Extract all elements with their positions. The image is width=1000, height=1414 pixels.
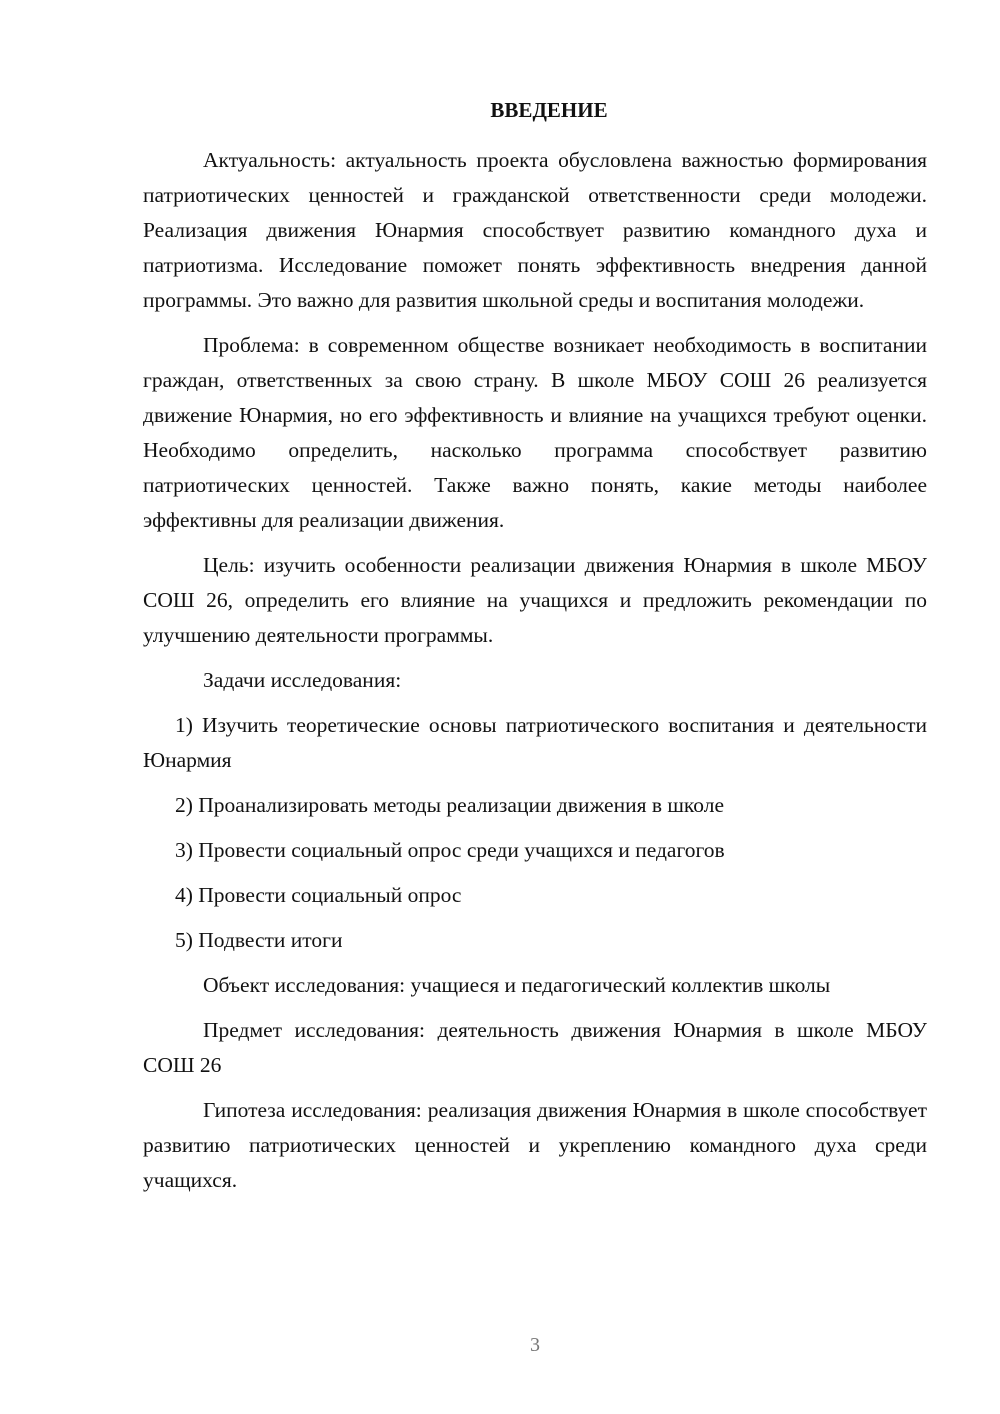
object-paragraph: Объект исследования: учащиеся и педагогический коллектив школы xyxy=(203,973,831,997)
task-item-3: 3) Провести социальный опрос среди учащихся и педагогов xyxy=(175,838,725,862)
page-number: 3 xyxy=(530,1334,540,1356)
hypothesis-paragraph: Гипотеза исследования: реализация движения Юнармия в школе способствует развитию патриотических ценностей и укреплению командного духа среди учащихся. xyxy=(143,1098,927,1192)
document-page xyxy=(143,95,927,1208)
goal-paragraph: Цель: изучить особенности реализации движения Юнармия в школе МБОУ СОШ 26, определить его влияние на учащихся и предложить рекомендации по улучшению деятельности программы. xyxy=(143,553,927,647)
section-heading: ВВЕДЕНИЕ xyxy=(490,98,608,122)
problem-paragraph: Проблема: в современном обществе возникает необходимость в воспитании граждан, ответственных за свою страну. В школе МБОУ СОШ 26 реализуется движение Юнармия, но его эффективность и влияние на учащихся требуют оценки. Необходимо определить, насколько программа способствует развитию патриотических ценностей. Также важно понять, какие методы наиболее эффективны для реализации движения. xyxy=(143,333,927,532)
task-item-5: 5) Подвести итоги xyxy=(175,928,343,952)
tasks-title: Задачи исследования: xyxy=(203,668,402,692)
subject-paragraph: Предмет исследования: деятельность движения Юнармия в школе МБОУ СОШ 26 xyxy=(143,1018,927,1077)
relevance-paragraph: Актуальность: актуальность проекта обусловлена важностью формирования патриотических ценностей и гражданской ответственности среди молодежи. Реализация движения Юнармия способствует развитию командного духа и патриотизма. Исследование поможет понять эффективность внедрения данной программы. Это важно для развития школьной среды и воспитания молодежи. xyxy=(143,148,927,312)
task-item-4: 4) Провести социальный опрос xyxy=(175,883,462,907)
task-item-2: 2) Проанализировать методы реализации движения в школе xyxy=(175,793,725,817)
task-item-1: 1) Изучить теоретические основы патриотического воспитания и деятельности Юнармия xyxy=(143,713,927,772)
